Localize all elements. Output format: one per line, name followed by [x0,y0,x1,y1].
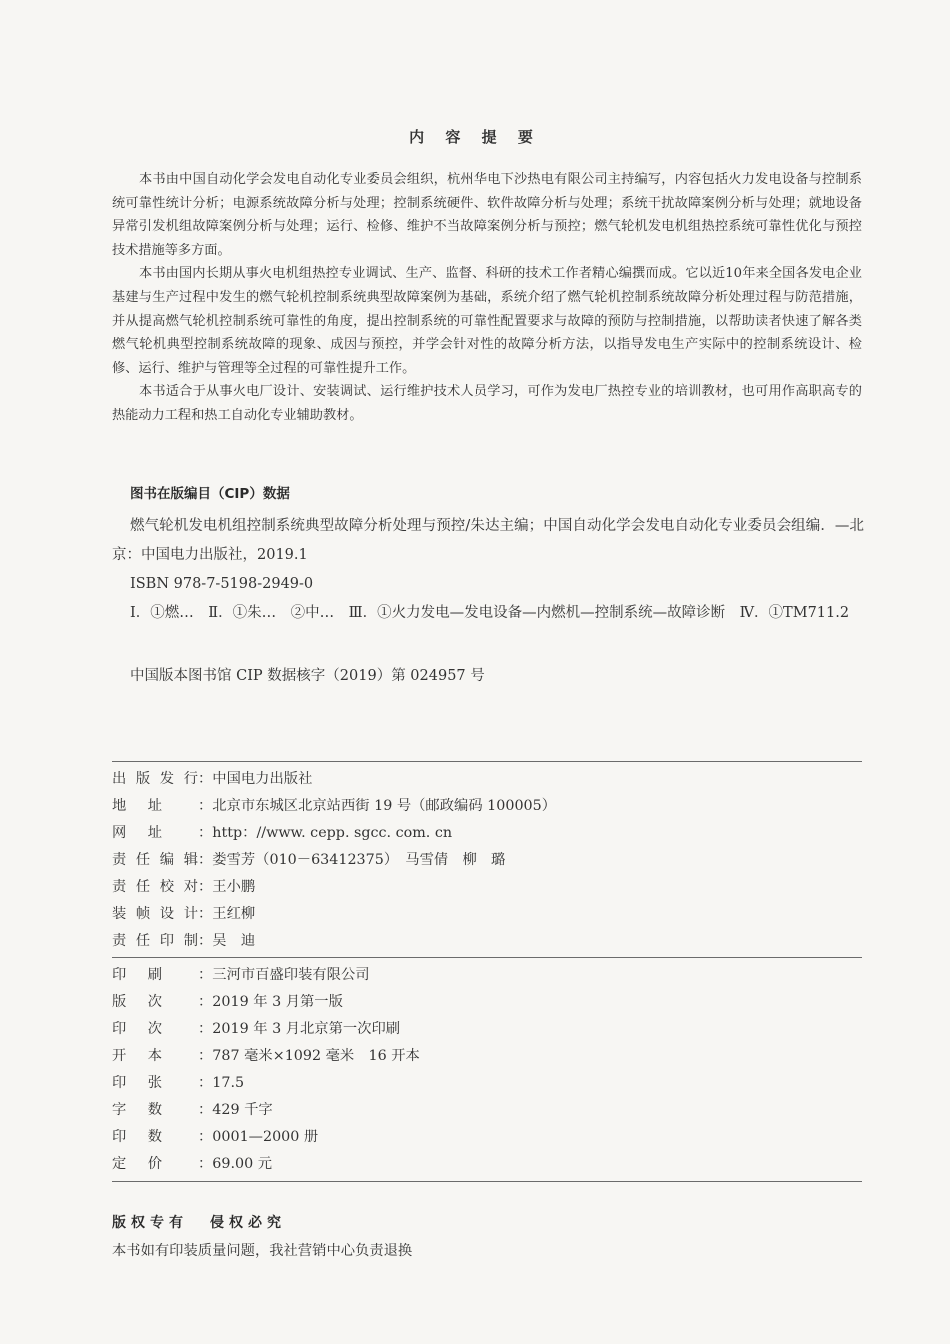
row-value: 787 毫米×1092 毫米 16 开本 [212,1048,420,1064]
address-row [112,793,556,819]
publisher-row [112,766,312,792]
print-supervisor-row [112,928,255,954]
copyright-note: 本书如有印装质量问题，我社营销中心负责退换 [112,1243,413,1259]
row-label: 责任校对 [112,879,198,895]
proofreader-row [112,874,255,900]
row-label: 定价 [112,1156,162,1172]
row-value: 0001—2000 册 [212,1129,319,1145]
price-row [112,1151,272,1177]
row-sep: ： [198,852,213,868]
divider [112,1181,862,1182]
row-label: 开本 [112,1048,162,1064]
row-label: 印数 [112,1129,162,1145]
summary-title: 内 容 提 要 [409,128,541,146]
sheets-row [112,1070,244,1096]
row-value: 王小鹏 [212,879,256,895]
row-value: 17.5 [212,1075,245,1091]
cip-body [112,512,864,628]
row-value: 吴 迪 [212,933,256,949]
row-sep: ： [198,1075,213,1091]
cip-isbn: ISBN 978-7-5198-2949-0 [130,576,314,592]
row-sep: ： [198,1021,213,1037]
print-run-row [112,1124,318,1150]
copyright-heading [112,1212,286,1232]
row-sep: ： [198,1129,213,1145]
edition-row [112,989,343,1015]
row-sep: ： [198,1102,213,1118]
row-sep: ： [198,1156,213,1172]
row-value: 三河市百盛印装有限公司 [212,967,370,983]
designer-row [112,901,255,927]
summary-paragraph: 本书适合于从事火电厂设计、安装调试、运行维护技术人员学习，可作为发电厂热控专业的培训教材，也可用作高职高专的热能动力工程和热工自动化专业辅助教材。 [112,384,862,423]
copyright-heading-right: 侵权必究 [210,1215,286,1231]
row-label: 出版发行 [112,771,198,787]
row-value: 中国电力出版社 [212,771,313,787]
summary-paragraph: 本书由中国自动化学会发电自动化专业委员会组织，杭州华电下沙热电有限公司主持编写，内容包括火力发电设备与控制系统可靠性统计分析；电源系统故障分析与处理；控制系统硬件、软件故障分析与处理；系统干扰故障案例分析与处理；就地设备异常引发机组故障案例分析与处理；运行、检修、维护不当故障案例分析与预控；燃气轮机发电机组热控系统可靠性优化与预控技术措施等多方面。 [112,172,862,258]
row-value: 2019 年 3 月第一版 [212,994,343,1010]
printer-row [112,962,370,988]
row-value: 69.00 元 [212,1156,273,1172]
cip-verification: 中国版本图书馆 CIP 数据核字（2019）第 024957 号 [130,668,485,684]
row-label: 责任编辑 [112,852,198,868]
row-label: 印次 [112,1021,162,1037]
word-count-row [112,1097,273,1123]
row-label: 责任印制 [112,933,198,949]
row-sep: ： [198,825,213,841]
row-label: 网址 [112,825,162,841]
row-label: 字数 [112,1102,162,1118]
row-value: 429 千字 [212,1102,273,1118]
divider [112,761,862,762]
cip-heading: 图书在版编目（CIP）数据 [130,486,290,502]
row-label: 印刷 [112,967,162,983]
row-label: 装帧设计 [112,906,198,922]
cip-classification: Ⅰ．①燃… Ⅱ．①朱… ②中… Ⅲ．①火力发电—发电设备—内燃机—控制系统—故障诊断 Ⅳ．①TM711.2 [130,605,850,621]
summary-body [112,168,862,428]
row-value: http：//www. cepp. sgcc. com. cn [212,825,453,841]
row-sep: ： [198,967,213,983]
row-sep: ： [198,906,213,922]
row-value: 王红柳 [212,906,256,922]
row-sep: ： [198,798,213,814]
row-value: 2019 年 3 月北京第一次印刷 [212,1021,401,1037]
row-sep: ： [198,1048,213,1064]
row-label: 印张 [112,1075,162,1091]
copyright-heading-left: 版权专有 [112,1215,188,1231]
editor-row [112,847,505,873]
row-label: 地址 [112,798,162,814]
row-value: 北京市东城区北京站西街 19 号（邮政编码 100005） [212,798,557,814]
row-value: 娄雪芳（010－63412375） 马雪倩 柳 璐 [212,852,506,868]
row-sep: ： [198,994,213,1010]
row-sep: ： [198,771,213,787]
impression-row [112,1016,400,1042]
website-row [112,820,452,846]
row-sep: ： [198,933,213,949]
row-sep: ： [198,879,213,895]
cip-citation: 燃气轮机发电机组控制系统典型故障分析处理与预控/朱达主编；中国自动化学会发电自动化专业委员会组编．—北京：中国电力出版社，2019.1 [112,518,864,563]
row-label: 版次 [112,994,162,1010]
summary-paragraph: 本书由国内长期从事火电机组热控专业调试、生产、监督、科研的技术工作者精心编撰而成。它以近10年来全国各发电企业基建与生产过程中发生的燃气轮机控制系统典型故障案例为基础，系统介绍了燃气轮机控制系统故障分析处理过程与防范措施，并从提高燃气轮机控制系统可靠性的角度，提出控制系统的可靠性配置要求与故障的预防与控制措施，以帮助读者快速了解各类燃气轮机典型控制系统故障的现象、成因与预控，并学会针对性的故障分析方法，以指导发电生产实际中的控制系统设计、检修、运行、维护与管理等全过程的可靠性提升工作。 [112,266,862,376]
divider [112,957,862,958]
format-row [112,1043,420,1069]
